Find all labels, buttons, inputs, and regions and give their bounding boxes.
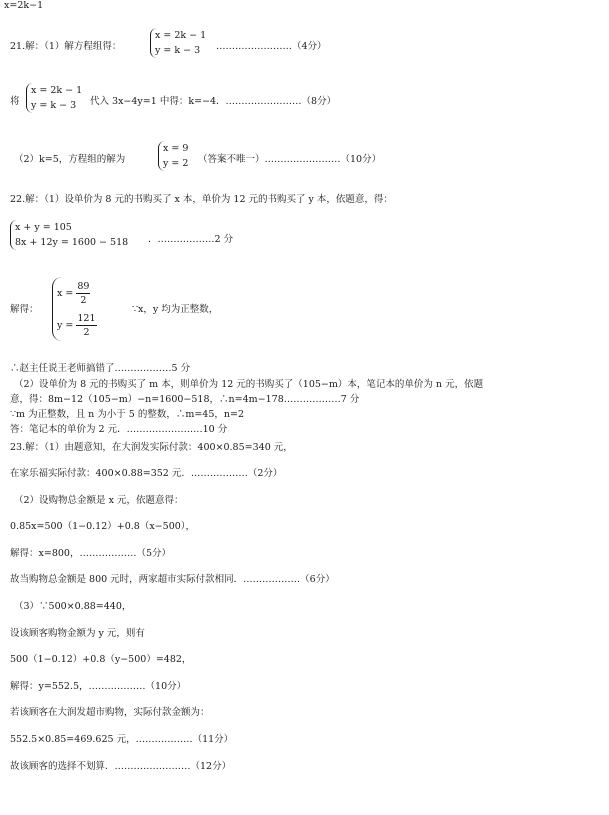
q22-part1-text: 22.解：（1）设单价为 8 元的书购买了 x 本，单价为 12 元的书购买了 y 本，依题意，得： <box>10 194 393 205</box>
solution-row-y <box>57 309 97 341</box>
q21-part2-prefix: 将 <box>10 96 20 107</box>
numerator: 121 <box>77 312 96 324</box>
q23-part2-line2: 0.85x=500（1−0.12）+0.8（x−500）， <box>10 521 196 532</box>
q22-conclusion: ∴赵主任说王老师搞错了………………5 分 <box>10 363 191 374</box>
q22-part2-line1: （2）设单价为 8 元的书购买了 m 本，则单价为 12 元的书购买了（105−m）本，笔记本的单价为 n 元，依题 <box>14 379 484 390</box>
equation-row: y = k − 3 <box>155 45 201 56</box>
fraction <box>76 280 90 307</box>
q22-solve-note: ∵x，y 均为正整数， <box>132 304 219 315</box>
q23-part3-line7: 故该顾客的选择不划算．……………………（12分） <box>10 761 232 772</box>
fraction <box>76 312 96 339</box>
denominator: 2 <box>83 326 90 338</box>
q23-part2-line3: 解得：x=800，………………（5分） <box>10 548 171 559</box>
equation-row: 8x + 12y = 1600 − 518 <box>15 237 129 248</box>
q23-part3-line2: 设该顾客购物金额为 y 元，则有 <box>10 628 145 639</box>
q21-part1-system <box>150 28 206 58</box>
q22-solution-system <box>52 277 97 341</box>
variable-y: y = <box>57 319 74 331</box>
q21-part1-label: 21.解：（1）解方程组得： <box>10 41 122 52</box>
q22-part2-line2: 意，得：8m−12（105−m）−n=1600−518，∴n=4m−178………………7 分 <box>10 394 360 405</box>
denominator: 2 <box>80 294 87 306</box>
equation-row: x = 9 <box>163 143 189 154</box>
q22-system-score: ．………………2 分 <box>148 234 234 245</box>
q22-part2-line3: ∵m 为正整数，且 n 为小于 5 的整数，∴m=45，n=2 <box>10 409 244 420</box>
q23-part3-line6: 552.5×0.85=469.625 元，………………（11分） <box>10 734 234 745</box>
q21-part2-text: 代入 3x−4y=1 中得：k=−4．……………………（8分） <box>90 96 337 107</box>
equation-row: x = 2k − 1 <box>155 30 207 41</box>
q22-solve-prefix: 解得： <box>10 304 39 315</box>
line-intro: x=2k−1 <box>4 0 44 11</box>
q23-part3-line3: 500（1−0.12）+0.8（y−500）=482， <box>10 654 192 665</box>
equation-row: x + y = 105 <box>15 222 72 233</box>
solution-row-x <box>57 277 97 309</box>
q21-part1-score: ……………………（4分） <box>216 41 327 52</box>
q21-part3-system <box>158 141 188 171</box>
q22-system <box>10 220 128 250</box>
q23-part2-line4: 故当购物总金额是 800 元时，两家超市实际付款相同．………………（6分） <box>10 574 335 585</box>
q21-part3-prefix: （2）k=5，方程组的解为 <box>14 154 126 165</box>
q21-part3-text: （答案不唯一）……………………（10分） <box>198 154 382 165</box>
variable-x: x = <box>57 287 74 299</box>
equation-row: y = 2 <box>163 158 189 169</box>
equation-row: y = k − 3 <box>31 100 77 111</box>
equation-row: x = 2k − 1 <box>31 85 83 96</box>
q23-part1-line2: 在家乐福实际付款：400×0.88=352 元．………………（2分） <box>10 468 283 479</box>
q23-part1-line1: 23.解：（1）由题意知，在大润发实际付款：400×0.85=340 元， <box>10 442 293 453</box>
q21-part2-system <box>26 83 82 113</box>
q23-part3-line5: 若该顾客在大润发超市购物，实际付款金额为： <box>10 707 210 718</box>
q22-part2-answer: 答：笔记本的单价为 2 元．……………………10 分 <box>10 424 228 435</box>
numerator: 89 <box>77 280 90 292</box>
q23-part2-line1: （2）设购物总金额是 x 元，依题意得： <box>14 495 184 506</box>
q23-part3-line1: （3）∵500×0.88=440， <box>14 601 132 612</box>
q23-part3-line4: 解得：y=552.5，………………（10分） <box>10 681 187 692</box>
